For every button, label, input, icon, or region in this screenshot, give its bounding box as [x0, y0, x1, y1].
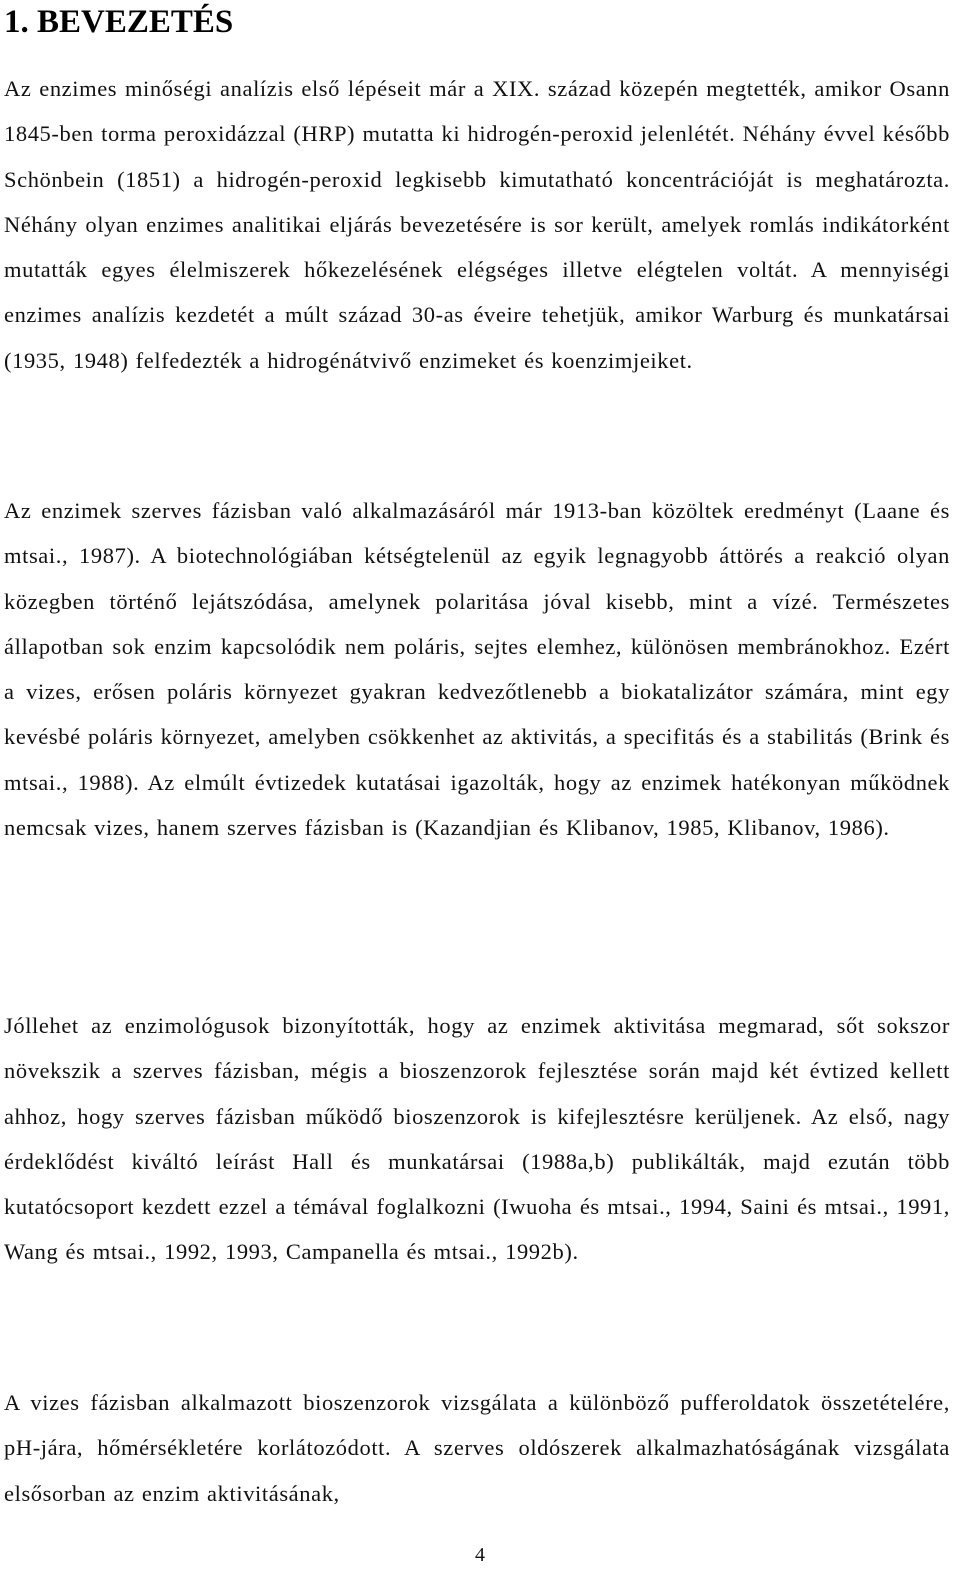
- section-heading: 1. BEVEZETÉS: [4, 4, 234, 40]
- paragraph-aqueous-phase: A vizes fázisban alkalmazott bioszenzorok vizsgálata a különböző pufferoldatok összetételére, pH-jára, hőmérsékletére korlátozódott. A szerves oldószerek alkalmazhatóságának vizsgálata elsősorban az enzim aktivitásának,: [4, 1390, 950, 1506]
- page-number: 4: [475, 1544, 485, 1566]
- paragraph-organic-phase: Az enzimek szerves fázisban való alkalmazásáról már 1913-ban közöltek eredményt (Laane és mtsai., 1987). A biotechnológiában kétségtelenül az egyik legnagyobb áttörés a reakció olyan közegben történő lejátszódása, amelynek polaritása jóval kisebb, mint a vízé. Természetes állapotban sok enzim kapcsolódik nem poláris, sejtes elemhez, különösen membránokhoz. Ezért a vizes, erősen poláris környezet gyakran kedvezőtlenebb a biokatalizátor számára, mint egy kevésbé poláris környezet, amelyben csökkenhet az aktivitás, a specifitás és a stabilitás (Brink és mtsai., 1988). Az elmúlt évtizedek kutatásai igazolták, hogy az enzimek hatékonyan működnek nemcsak vizes, hanem szerves fázisban is (Kazandjian és Klibanov, 1985, Klibanov, 1986).: [4, 498, 950, 841]
- paragraph-biosensor-development: Jóllehet az enzimológusok bizonyították, hogy az enzimek aktivitása megmarad, sőt sokszor növekszik a szerves fázisban, mégis a bioszenzorok fejlesztése során majd két évtized kellett ahhoz, hogy szerves fázisban működő bioszenzorok is kifejlesztésre kerüljenek. Az első, nagy érdeklődést kiváltó leírást Hall és munkatársai (1988a,b) publikálták, majd ezután több kutatócsoport kezdett ezzel a témával foglalkozni (Iwuoha és mtsai., 1994, Saini és mtsai., 1991, Wang és mtsai., 1992, 1993, Campanella és mtsai., 1992b).: [4, 1013, 950, 1265]
- paragraph-history: Az enzimes minőségi analízis első lépéseit már a XIX. század közepén megtették, amikor Osann 1845-ben torma peroxidázzal (HRP) mutatta ki hidrogén-peroxid jelenlétét. Néhány évvel később Schönbein (1851) a hidrogén-peroxid legkisebb kimutatható koncentrációját is meghatározta. Néhány olyan enzimes analitikai eljárás bevezetésére is sor került, amelyek romlás indikátorként mutatták egyes élelmiszerek hőkezelésének elégséges illetve elégtelen voltát. A mennyiségi enzimes analízis kezdetét a múlt század 30-as éveire tehetjük, amikor Warburg és munkatársai (1935, 1948) felfedezték a hidrogénátvivő enzimeket és koenzimjeiket.: [4, 76, 950, 373]
